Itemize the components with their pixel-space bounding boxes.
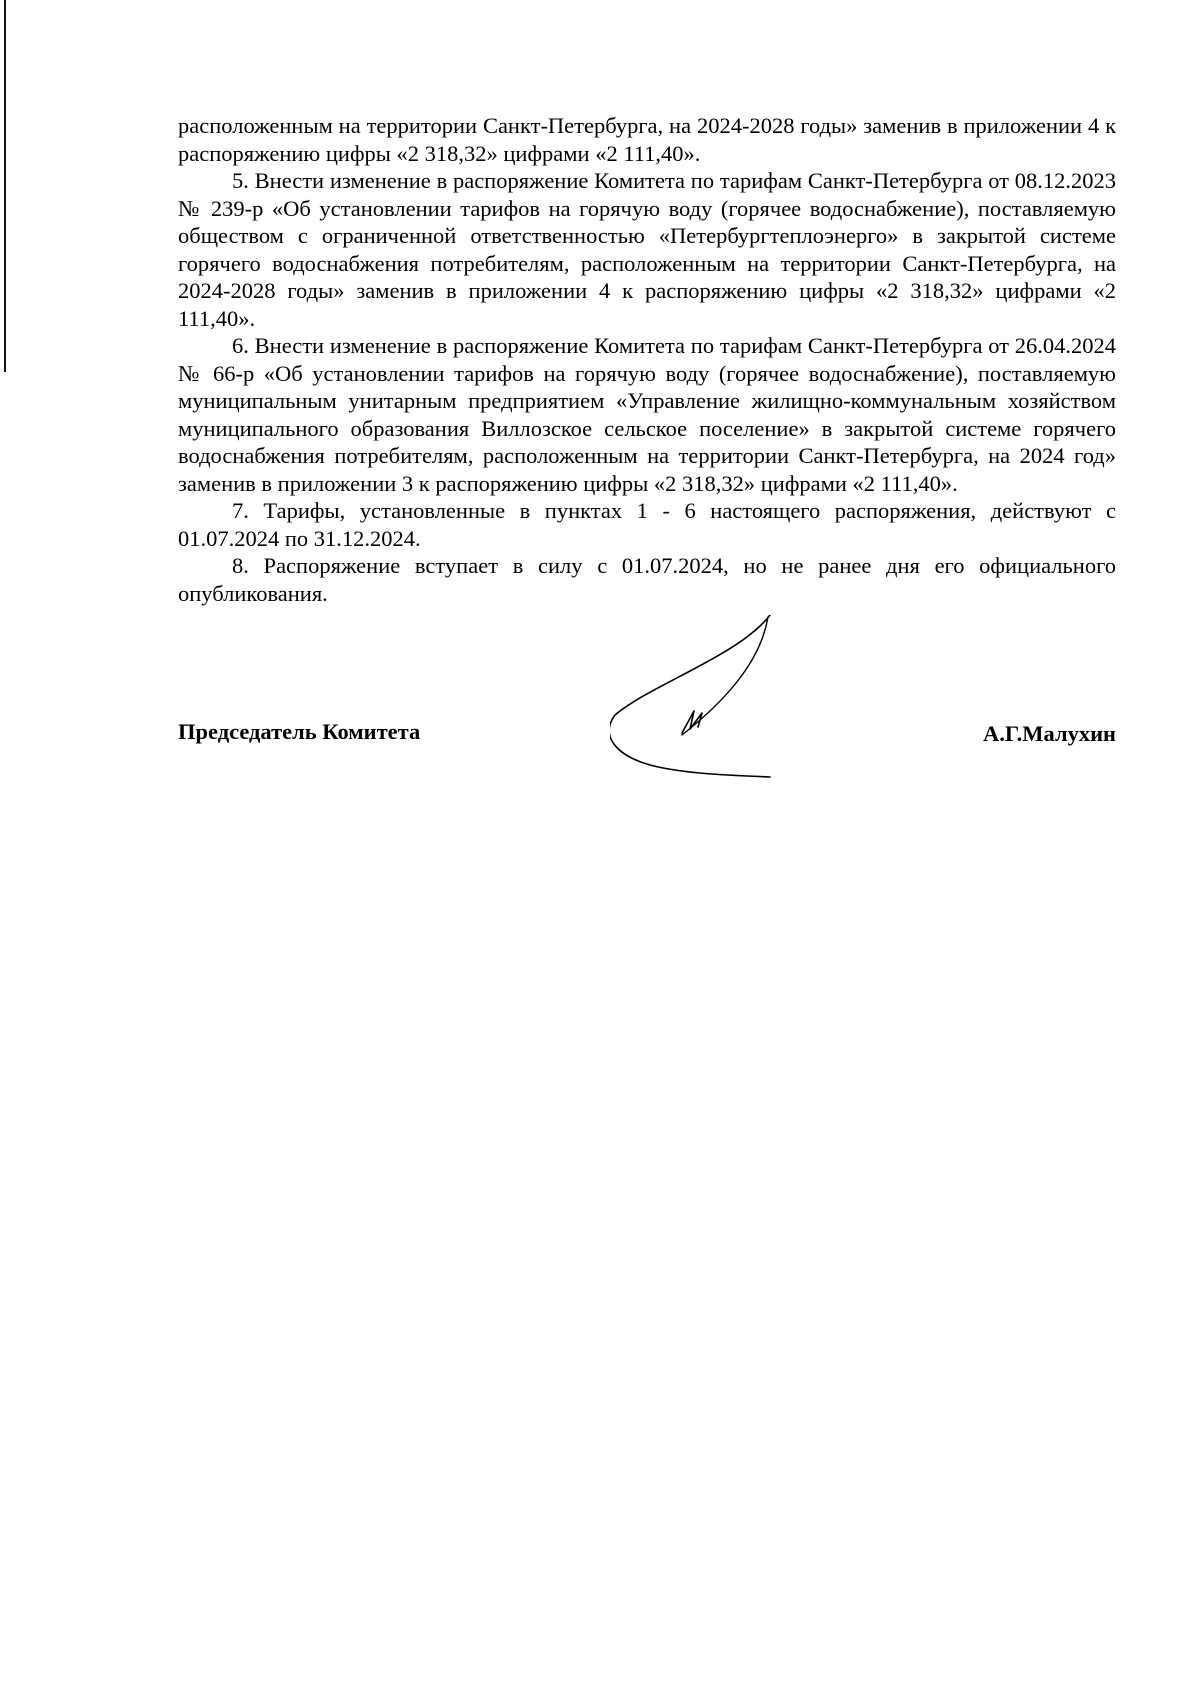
paragraph-4-continuation: расположенным на территории Санкт-Петербурга, на 2024-2028 годы» заменив в приложении 4 к распоряжению цифры «2 318,32» цифрами «2 111,40». xyxy=(178,113,1116,166)
signatory-title: Председатель Комитета xyxy=(178,719,421,744)
signature-block xyxy=(178,718,1116,758)
paragraph-6: 6. Внести изменение в распоряжение Комитета по тарифам Санкт-Петербурга от 26.04.2024 № 66-р «Об установлении тарифов на горячую воду (горячее водоснабжение), поставляемую муниципальным унитарным предприятием «Управление жилищно-коммунальным хозяйством муниципального образования Виллозское сельское поселение» в закрытой системе горячего водоснабжения потребителям, расположенным на территории Санкт-Петербурга, на 2024 год» заменив в приложении 3 к распоряжению цифры «2 318,32» цифрами «2 111,40». xyxy=(178,333,1116,496)
signatory-name: А.Г.Малухин xyxy=(982,721,1116,746)
paragraph-7: 7. Тарифы, установленные в пунктах 1 - 6 настоящего распоряжения, действуют с 01.07.2024 по 31.12.2024. xyxy=(178,498,1116,551)
paragraph-8: 8. Распоряжение вступает в силу с 01.07.2024, но не ранее дня его официального опубликования. xyxy=(178,553,1116,606)
document-body xyxy=(178,112,1116,607)
scan-edge-line xyxy=(4,0,6,372)
handwritten-signature-icon xyxy=(610,615,790,815)
paragraph-5: 5. Внести изменение в распоряжение Комитета по тарифам Санкт-Петербурга от 08.12.2023 № 239-р «Об установлении тарифов на горячую воду (горячее водоснабжение), поставляемую обществом с ограниченной ответственностью «Петербургтеплоэнерго» в закрытой системе горячего водоснабжения потребителям, расположенным на территории Санкт-Петербурга, на 2024-2028 годы» заменив в приложении 4 к распоряжению цифры «2 318,32» цифрами «2 111,40». xyxy=(178,168,1116,331)
